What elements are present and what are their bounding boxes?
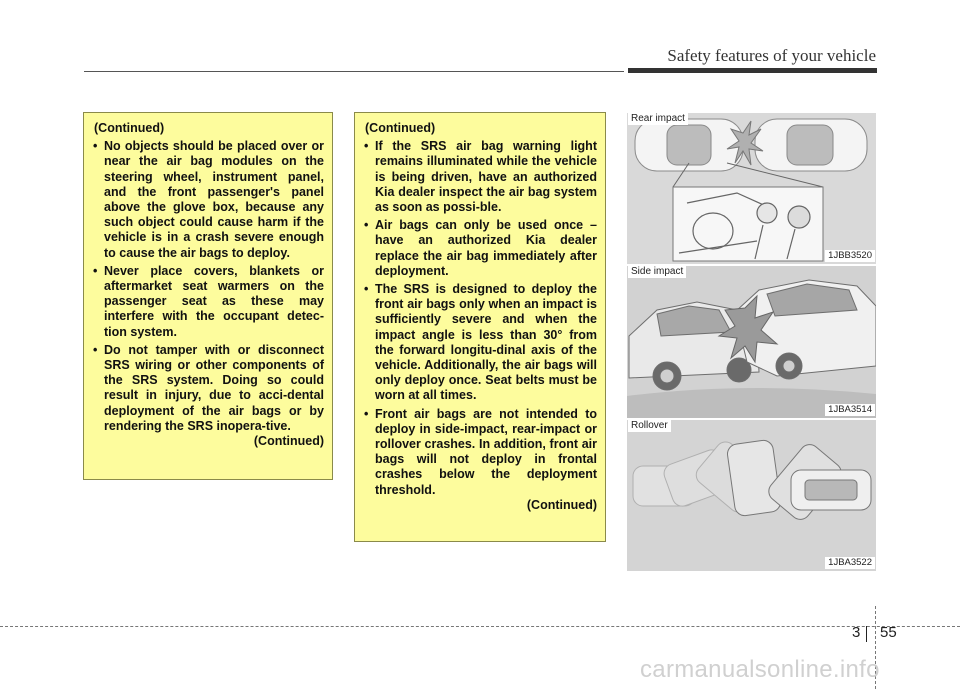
warning-item: • Air bags can only be used once – have an authorized Kia dealer replace the air bag immediately after deployment. xyxy=(363,218,597,279)
warning-item: • No objects should be placed over or near the air bag modules on the steering wheel, instrument panel, and the front passenger's panel above the glove box, because any such object could cause harm if the vehicle is in a crash severe enough to cause the air bags to deploy. xyxy=(92,139,324,261)
continued-label: (Continued) xyxy=(365,121,436,135)
rollover-figure xyxy=(627,420,876,571)
warning-item: • If the SRS air bag warning light remains illuminated while the vehicle is being driven, have an authorized Kia dealer inspect the air bag system as soon as possi-ble. xyxy=(363,139,597,215)
footer-rule xyxy=(0,626,960,627)
warning-list xyxy=(363,139,597,498)
page-header-title: Safety features of your vehicle xyxy=(667,46,876,65)
chapter-number: 3 xyxy=(852,624,861,641)
continued-label: (Continued) xyxy=(253,434,324,449)
continued-label: (Continued) xyxy=(94,121,165,135)
page-number: 55 xyxy=(880,624,897,641)
rear-impact-illustration xyxy=(627,113,876,264)
side-impact-illustration xyxy=(627,266,876,418)
warning-item: • Front air bags are not intended to deploy in side-impact, rear-impact or rollover crashes. In addition, front air bags will not deploy in frontal crashes below the deployment threshold. xyxy=(363,407,597,498)
warning-panel-left xyxy=(83,112,333,480)
warning-list xyxy=(92,139,324,434)
rear-impact-figure xyxy=(627,113,876,264)
header-rule xyxy=(84,71,624,72)
header-rule-bold xyxy=(628,68,877,73)
warning-panel-right xyxy=(354,112,606,542)
page-divider xyxy=(866,626,867,642)
rollover-illustration xyxy=(627,420,876,571)
watermark: carmanualsonline.info xyxy=(640,656,880,683)
continued-label: (Continued) xyxy=(526,497,597,512)
figure-caption: Rollover xyxy=(628,420,671,432)
warning-item: • The SRS is designed to deploy the front air bags only when an impact is sufficiently severe and when the impact angle is less than 30° from the forward longitu-dinal axis of the vehicle. Additionally, the air bags will only deploy once. Seat belts must be worn at all times. xyxy=(363,282,597,404)
warning-item: • Do not tamper with or disconnect SRS wiring or other components of the SRS system. Doing so could result in injury, due to acci-dental deployment of the air bags or by rendering the SRS inopera-tive. xyxy=(92,343,324,434)
figure-caption: Rear impact xyxy=(628,113,688,125)
figure-caption: Side impact xyxy=(628,266,686,278)
figure-code: 1JBA3522 xyxy=(825,557,875,569)
side-impact-figure xyxy=(627,266,876,418)
figure-code: 1JBA3514 xyxy=(825,404,875,416)
warning-item: • Never place covers, blankets or aftermarket seat warmers on the passenger seat as these may interfere with the occupant detec-tion system. xyxy=(92,264,324,340)
figure-code: 1JBB3520 xyxy=(825,250,875,262)
